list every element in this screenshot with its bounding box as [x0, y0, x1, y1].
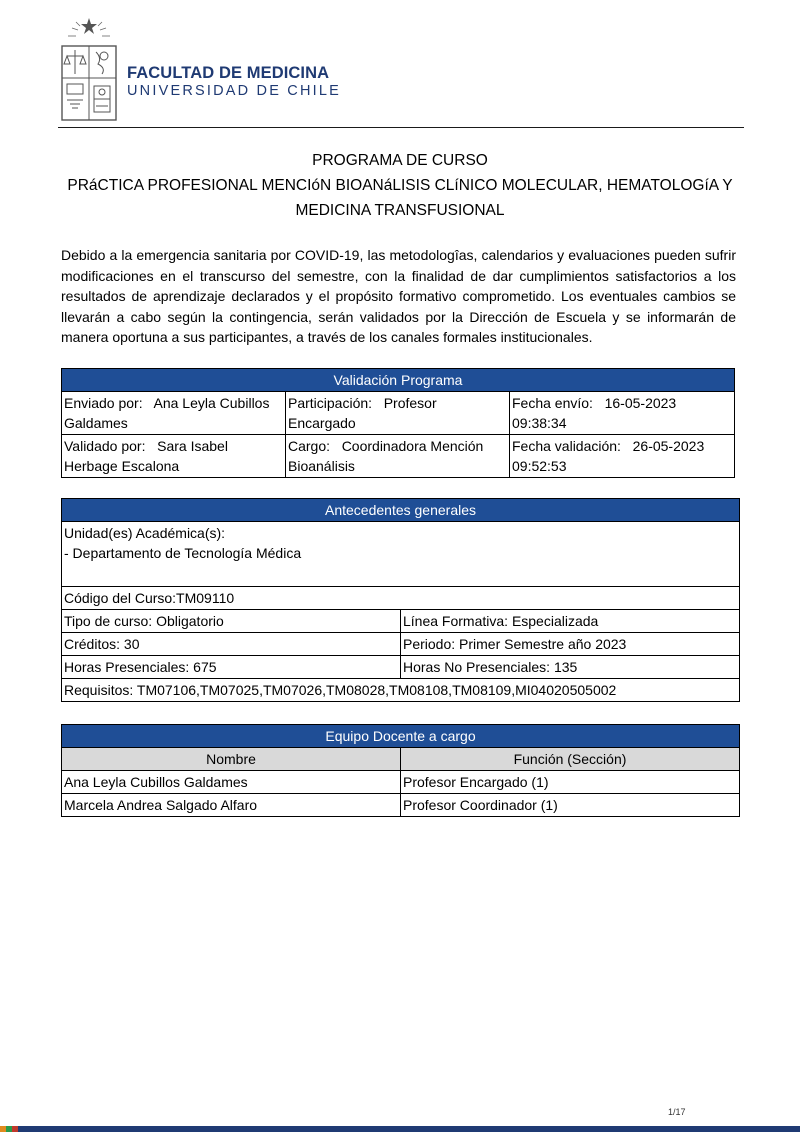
course-title-line-2: MEDICINA TRANSFUSIONAL [295, 202, 505, 219]
sent-date-cell: Fecha envío: 16-05-2023 09:38:34 [510, 392, 735, 435]
university-crest-icon [58, 16, 120, 122]
column-header-function: Función (Sección) [401, 748, 740, 771]
requirements-cell: Requisitos: TM07106,TM07025,TM07026,TM08028,TM08108,TM08109,MI04020505002 [62, 679, 740, 702]
validated-by-cell: Validado por: Sara Isabel Herbage Escalona [62, 435, 286, 478]
academic-units-cell [62, 522, 740, 587]
credits-cell: Créditos: 30 [62, 633, 401, 656]
period-cell: Periodo: Primer Semestre año 2023 [401, 633, 740, 656]
table-row [62, 794, 740, 817]
course-title-line-1: PRáCTICA PROFESIONAL MENCIóN BIOANáLISIS CLíNICO MOLECULAR, HEMATOLOGíA Y [67, 177, 733, 194]
footer-accent-red [12, 1126, 18, 1132]
teacher-function-cell: Profesor Coordinador (1) [401, 794, 740, 817]
course-type-cell: Tipo de curso: Obligatorio [62, 610, 401, 633]
teaching-team-header: Equipo Docente a cargo [62, 725, 740, 748]
background-header: Antecedentes generales [62, 499, 740, 522]
formative-line-cell: Línea Formativa: Especializada [401, 610, 740, 633]
teacher-name-cell: Marcela Andrea Salgado Alfaro [62, 794, 401, 817]
column-header-name: Nombre [62, 748, 401, 771]
sent-by-cell: Enviado por: Ana Leyla Cubillos Galdames [62, 392, 286, 435]
covid-notice-paragraph: Debido a la emergencia sanitaria por COVID-19, las metodologîas, calendarios y evaluaciones pueden sufrir modificaciones en el transcurso del semestre, con la finalidad de dar cumplimientos satisfactorios a los resultados de aprendizaje declarados y el propósito formativo comprometido. Los eventuales cambios se llevarán a cabo según la contingencia, serán validados por la Dirección de Escuela y se informarán de manera oportuna a sus participantes, a través de los canales formales institucionales. [61, 247, 736, 345]
page-number: 1/17 [668, 1107, 686, 1117]
document-title: PROGRAMA DE CURSO [312, 152, 488, 169]
header-divider [58, 127, 744, 128]
teaching-team-table [61, 724, 740, 817]
general-background-table [61, 498, 740, 702]
teacher-function-cell: Profesor Encargado (1) [401, 771, 740, 794]
role-cell: Cargo: Coordinadora Mención Bioanálisis [286, 435, 510, 478]
academic-units-label: Unidad(es) Académica(s): [64, 525, 226, 541]
participation-cell: Participación: Profesor Encargado [286, 392, 510, 435]
teacher-name-cell: Ana Leyla Cubillos Galdames [62, 771, 401, 794]
faculty-name: FACULTAD DE MEDICINA [127, 64, 330, 82]
validation-header: Validación Programa [62, 369, 735, 392]
academic-units-value: - Departamento de Tecnología Médica [64, 545, 302, 561]
table-row [62, 771, 740, 794]
course-code-cell: Código del Curso:TM09110 [62, 587, 740, 610]
validation-date-cell: Fecha validación: 26-05-2023 09:52:53 [510, 435, 735, 478]
university-name: UNIVERSIDAD DE CHILE [127, 83, 342, 99]
validation-table [61, 368, 735, 478]
non-in-person-hours-cell: Horas No Presenciales: 135 [401, 656, 740, 679]
footer-color-bar [0, 1126, 800, 1132]
in-person-hours-cell: Horas Presenciales: 675 [62, 656, 401, 679]
